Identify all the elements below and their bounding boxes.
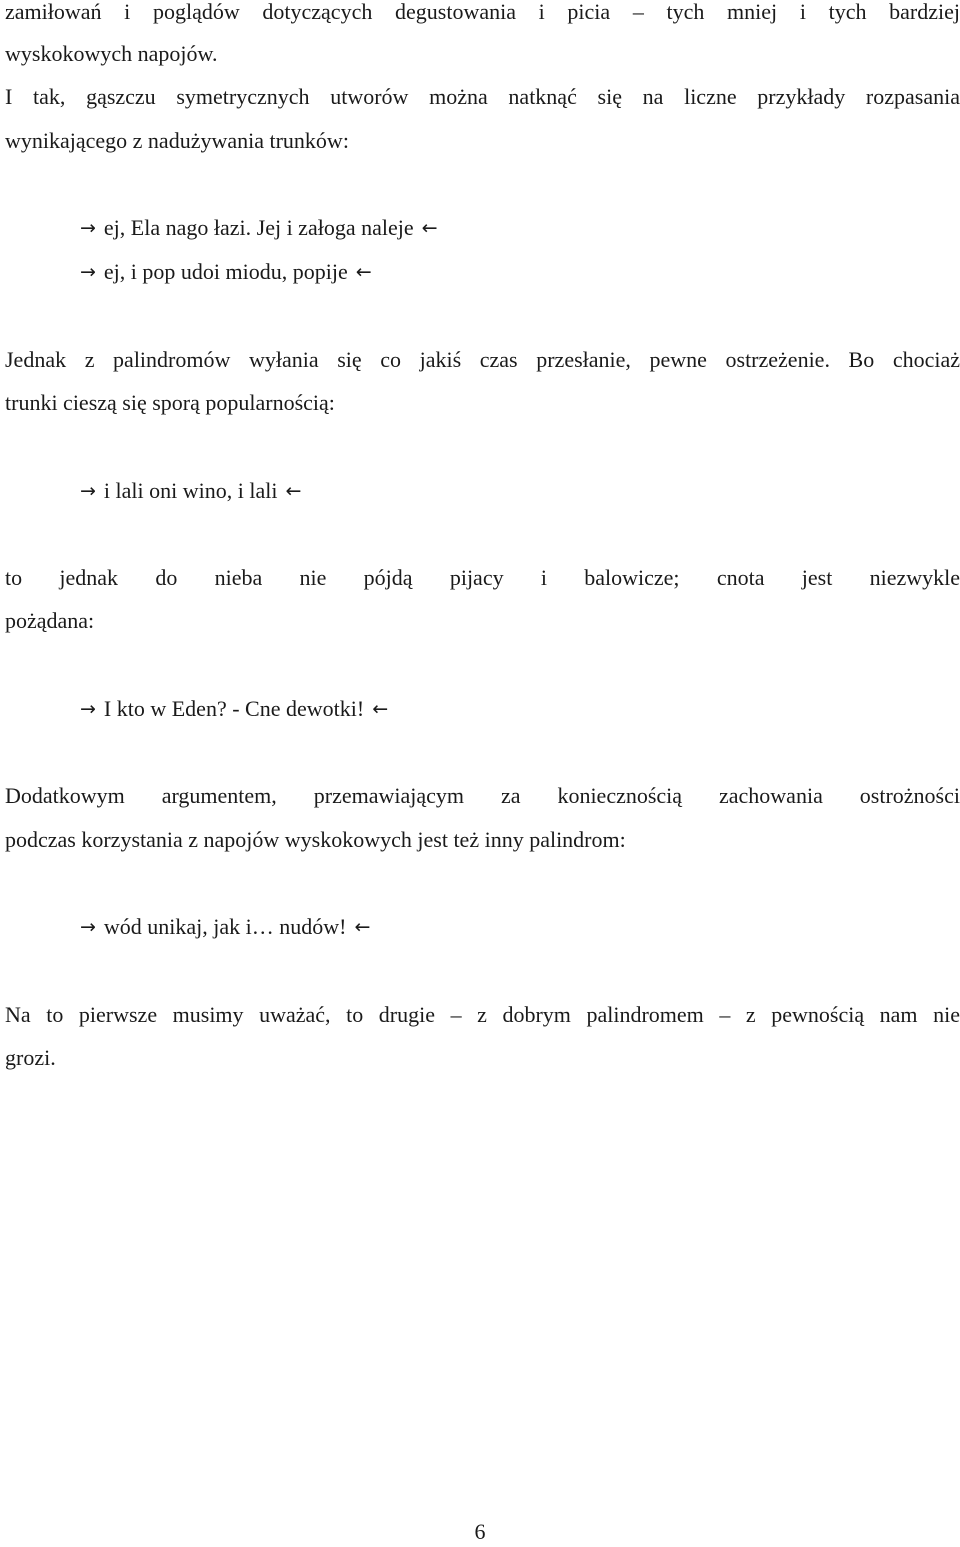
arrow-left-icon: ←: [372, 698, 389, 720]
paragraph-2-line-2: wynikającego z nadużywania trunków:: [5, 128, 349, 153]
arrow-left-icon: ←: [354, 916, 371, 938]
palindrome-5: [80, 912, 370, 942]
palindrome-text: I kto w Eden? - Cne dewotki!: [103, 696, 365, 721]
page-number: 6: [474, 1519, 486, 1544]
palindrome-text: wód unikaj, jak i… nudów!: [103, 914, 347, 939]
arrow-left-icon: ←: [421, 217, 438, 239]
palindrome-text: ej, Ela nago łazi. Jej i załoga naleje: [103, 215, 414, 240]
palindrome-2: [80, 257, 372, 287]
paragraph-5-line-2: podczas korzystania z napojów wyskokowych jest też inny palindrom:: [5, 827, 626, 852]
paragraph-3-line-1: Jednak z palindromów wyłania się co jakiś czas przesłanie, pewne ostrzeżenie. Bo chociaż: [5, 347, 960, 372]
arrow-right-icon: →: [80, 480, 96, 502]
arrow-right-icon: →: [80, 916, 96, 938]
paragraph-4-line-2: pożądana:: [5, 608, 95, 633]
paragraph-5-line-1: Dodatkowym argumentem, przemawiającym za koniecznością zachowania ostrożności: [5, 783, 960, 808]
arrow-left-icon: ←: [285, 480, 302, 502]
palindrome-text: ej, i pop udoi miodu, popije: [103, 259, 348, 284]
arrow-right-icon: →: [80, 261, 96, 283]
arrow-right-icon: →: [80, 698, 96, 720]
arrow-left-icon: ←: [355, 261, 372, 283]
paragraph-2-line-1: I tak, gąszczu symetrycznych utworów można natknąć się na liczne przykłady rozpasania: [5, 84, 960, 109]
paragraph-3-line-2: trunki cieszą się sporą popularnością:: [5, 390, 335, 415]
paragraph-4-line-1: to jednak do nieba nie pójdą pijacy i balowicze; cnota jest niezwykle: [5, 565, 960, 590]
paragraph-1-line-1: zamiłowań i poglądów dotyczących degustowania i picia – tych mniej i tych bardziej: [5, 0, 960, 24]
palindrome-text: i lali oni wino, i lali: [103, 478, 278, 503]
palindrome-1: [80, 213, 438, 243]
paragraph-6-line-2: grozi.: [5, 1045, 56, 1070]
palindrome-4: [80, 694, 388, 724]
arrow-right-icon: →: [80, 217, 96, 239]
paragraph-1-line-2: wyskokowych napojów.: [5, 41, 218, 66]
paragraph-6-line-1: Na to pierwsze musimy uważać, to drugie – z dobrym palindromem – z pewnością nam nie: [5, 1002, 960, 1027]
palindrome-3: [80, 476, 301, 506]
